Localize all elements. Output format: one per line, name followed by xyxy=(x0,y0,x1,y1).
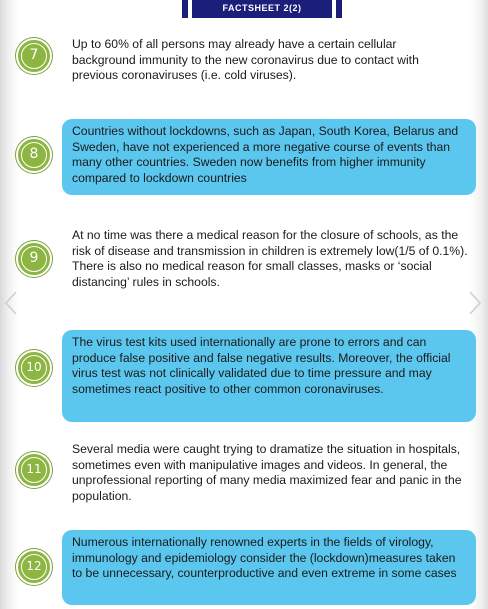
number-label: 9 xyxy=(21,246,47,272)
fact-text: At no time was there a medical reason for the closure of schools, as the risk of disease and transmission in children is extremely low(1/5 of 0.1%). There is also no medical reason for small classes, masks or ‘social distancing’ rules in schools. xyxy=(72,228,468,289)
fact-text-box xyxy=(62,530,476,605)
header-divider-left xyxy=(188,0,192,18)
fact-text: Several media were caught trying to dramatize the situation in hospitals, sometimes even with manipulative images and videos. In general, the unprofessional reporting of many media maximized fear and panic in the population. xyxy=(72,442,462,503)
number-label: 7 xyxy=(21,43,47,69)
fact-text-box xyxy=(62,330,476,422)
number-label: 8 xyxy=(21,142,47,168)
number-badge xyxy=(16,549,52,585)
factsheet-header xyxy=(182,0,342,18)
fact-text-box xyxy=(62,32,462,92)
fact-text-box xyxy=(62,119,476,195)
fact-text: Up to 60% of all persons may already have a certain cellular background immunity to the new coronavirus due to contact with previous coronaviruses (i.e. cold viruses). xyxy=(72,37,419,82)
chevron-right-icon[interactable] xyxy=(468,290,482,316)
number-label: 12 xyxy=(21,554,47,580)
fact-text-box xyxy=(62,437,482,513)
chevron-left-icon[interactable] xyxy=(4,290,18,316)
number-label: 11 xyxy=(21,457,47,483)
number-label: 10 xyxy=(21,355,47,381)
header-divider-right xyxy=(332,0,336,18)
fact-text: Countries without lockdowns, such as Japan, South Korea, Belarus and Sweden, have not experienced a more negative course of events than many other countries. Sweden now benefits from higher immunity compared to lockdown countries xyxy=(72,124,459,185)
number-badge xyxy=(16,241,52,277)
fact-text: Numerous internationally renowned experts in the fields of virology, immunology and epidemiology consider the (lockdown)measures taken to be unnecessary, counterproductive and even extreme in some cases xyxy=(72,535,457,580)
number-badge xyxy=(16,350,52,386)
number-badge xyxy=(16,137,52,173)
fact-text: The virus test kits used internationally are prone to errors and can produce false positive and false negative results. Moreover, the official virus test was not clinically validated due to time pressure and may sometimes react positive to other common coronaviruses. xyxy=(72,335,451,396)
number-badge xyxy=(16,452,52,488)
fact-text-box xyxy=(62,223,476,299)
factsheet-title: FACTSHEET 2(2) xyxy=(222,3,302,13)
number-badge xyxy=(16,38,52,74)
